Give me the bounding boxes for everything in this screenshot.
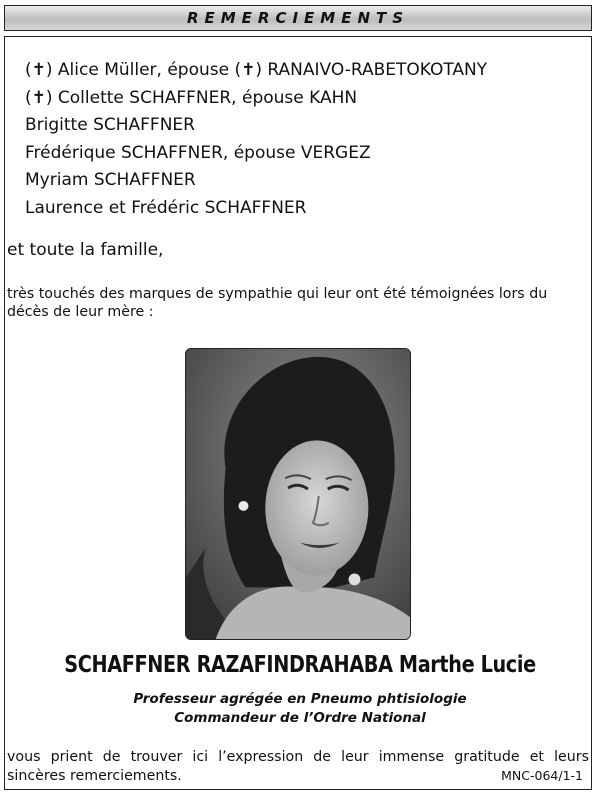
deceased-title-line: Commandeur de l’Ordre National	[174, 710, 426, 726]
family-name-line: Brigitte SCHAFFNER	[25, 115, 195, 135]
family-name-line: Frédérique SCHAFFNER, épouse VERGEZ	[25, 142, 371, 163]
page-title: REMERCIEMENTS	[186, 9, 410, 27]
sympathy-text: très touchés des marques de sympathie qui leur ont été témoignées lors du décès de leur mère :	[7, 286, 548, 320]
family-name-line: Laurence et Frédéric SCHAFFNER	[25, 197, 307, 218]
deceased-titles	[0, 690, 600, 728]
deceased-title-line: Professeur agrégée en Pneumo phtisiologie	[133, 691, 467, 707]
family-names-list	[25, 57, 487, 222]
header-bar	[4, 5, 592, 31]
gratitude-text: vous prient de trouver ici l’expression de leur immense gratitude et leurs sincères remerciements.	[7, 749, 589, 784]
deceased-name: SCHAFFNER RAZAFINDRAHABA Marthe Lucie	[64, 652, 536, 678]
reference-code: MNC-064/1-1	[501, 768, 583, 783]
family-name-line: Myriam SCHAFFNER	[25, 170, 196, 190]
portrait-photo	[185, 348, 411, 640]
family-line: et toute la famille,	[7, 240, 164, 260]
family-name-line: (✝) Alice Müller, épouse (✝) RANAIVO-RABETOKOTANY	[25, 60, 488, 80]
family-name-line: (✝) Collette SCHAFFNER, épouse KAHN	[25, 87, 358, 108]
